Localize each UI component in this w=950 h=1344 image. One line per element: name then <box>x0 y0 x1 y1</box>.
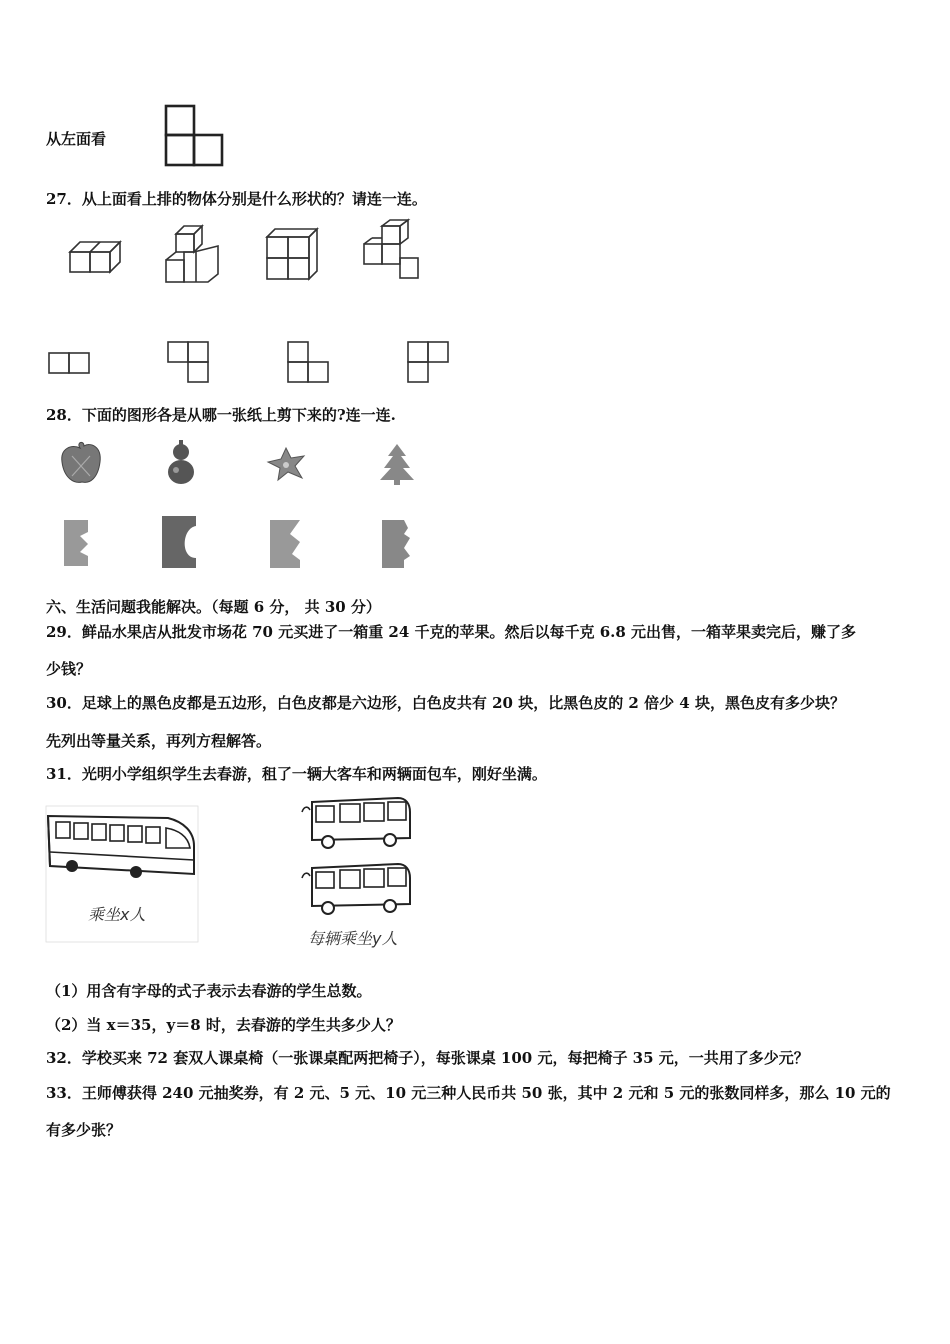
left-view-figure <box>164 104 226 168</box>
top-view-4 <box>407 341 451 385</box>
question-31-sub1: （1）用含有字母的式子表示去春游的学生总数。 <box>46 982 372 1000</box>
question-33-line2: 有多少张？ <box>46 1121 122 1139</box>
question-28: 28．下面的图形各是从哪一张纸上剪下来的?连一连. <box>46 406 396 424</box>
paper-3 <box>268 518 308 570</box>
question-29-line2: 少钱？ <box>46 660 92 678</box>
question-33-line1: 33．王师傅获得 240 元抽奖券，有 2 元、5 元、10 元三种人民币共 50 张，其中 2 元和 5 元的张数同样多，那么 10 元的 <box>46 1084 891 1102</box>
question-29-line1: 29．鲜品水果店从批发市场花 70 元买进了一箱重 24 千克的苹果。然后以每千克 6.8 元出售，一箱苹果卖完后，赚了多 <box>46 623 857 641</box>
bus-caption: 乘坐x人 <box>88 905 146 924</box>
question-30-line2: 先列出等量关系，再列方程解答。 <box>46 732 272 750</box>
question-27: 27．从上面看上排的物体分别是什么形状的？请连一连。 <box>46 190 427 208</box>
top-view-2 <box>167 341 211 385</box>
tree-shape <box>378 442 416 486</box>
cube-stack-3 <box>265 227 325 285</box>
bus-illustration <box>44 806 200 946</box>
question-30-line1: 30．足球上的黑色皮都是五边形，白色皮都是六边形，白色皮共有 20 块，比黑色皮的 2 倍少 4 块，黑色皮有多少块？ <box>46 694 845 712</box>
van-caption: 每辆乘坐y人 <box>308 929 398 948</box>
top-view-3 <box>287 341 331 385</box>
van-illustration-1 <box>298 792 418 854</box>
cube-stack-1 <box>68 238 128 288</box>
top-view-1 <box>48 352 92 376</box>
cube-stack-2 <box>162 224 226 288</box>
q26-view-label: 从左面看 <box>46 130 107 148</box>
paper-4 <box>380 518 420 570</box>
paper-2 <box>160 514 200 570</box>
paper-1 <box>62 518 102 568</box>
question-31: 31．光明小学组织学生去春游，租了一辆大客车和两辆面包车，刚好坐满。 <box>46 765 547 783</box>
flower-shape <box>264 444 308 484</box>
question-32: 32．学校买来 72 套双人课桌椅（一张课桌配两把椅子），每张课桌 100 元，每把椅子 35 元，一共用了多少元？ <box>46 1049 809 1067</box>
section-6-heading: 六、生活问题我能解决。（每题 6 分， 共 30 分） <box>46 598 381 616</box>
apple-shape <box>60 440 104 486</box>
cube-stack-4 <box>360 218 424 284</box>
van-illustration-2 <box>298 858 418 920</box>
gourd-shape <box>166 438 196 486</box>
question-31-sub2: （2）当 x＝35，y＝8 时，去春游的学生共多少人？ <box>46 1016 401 1034</box>
